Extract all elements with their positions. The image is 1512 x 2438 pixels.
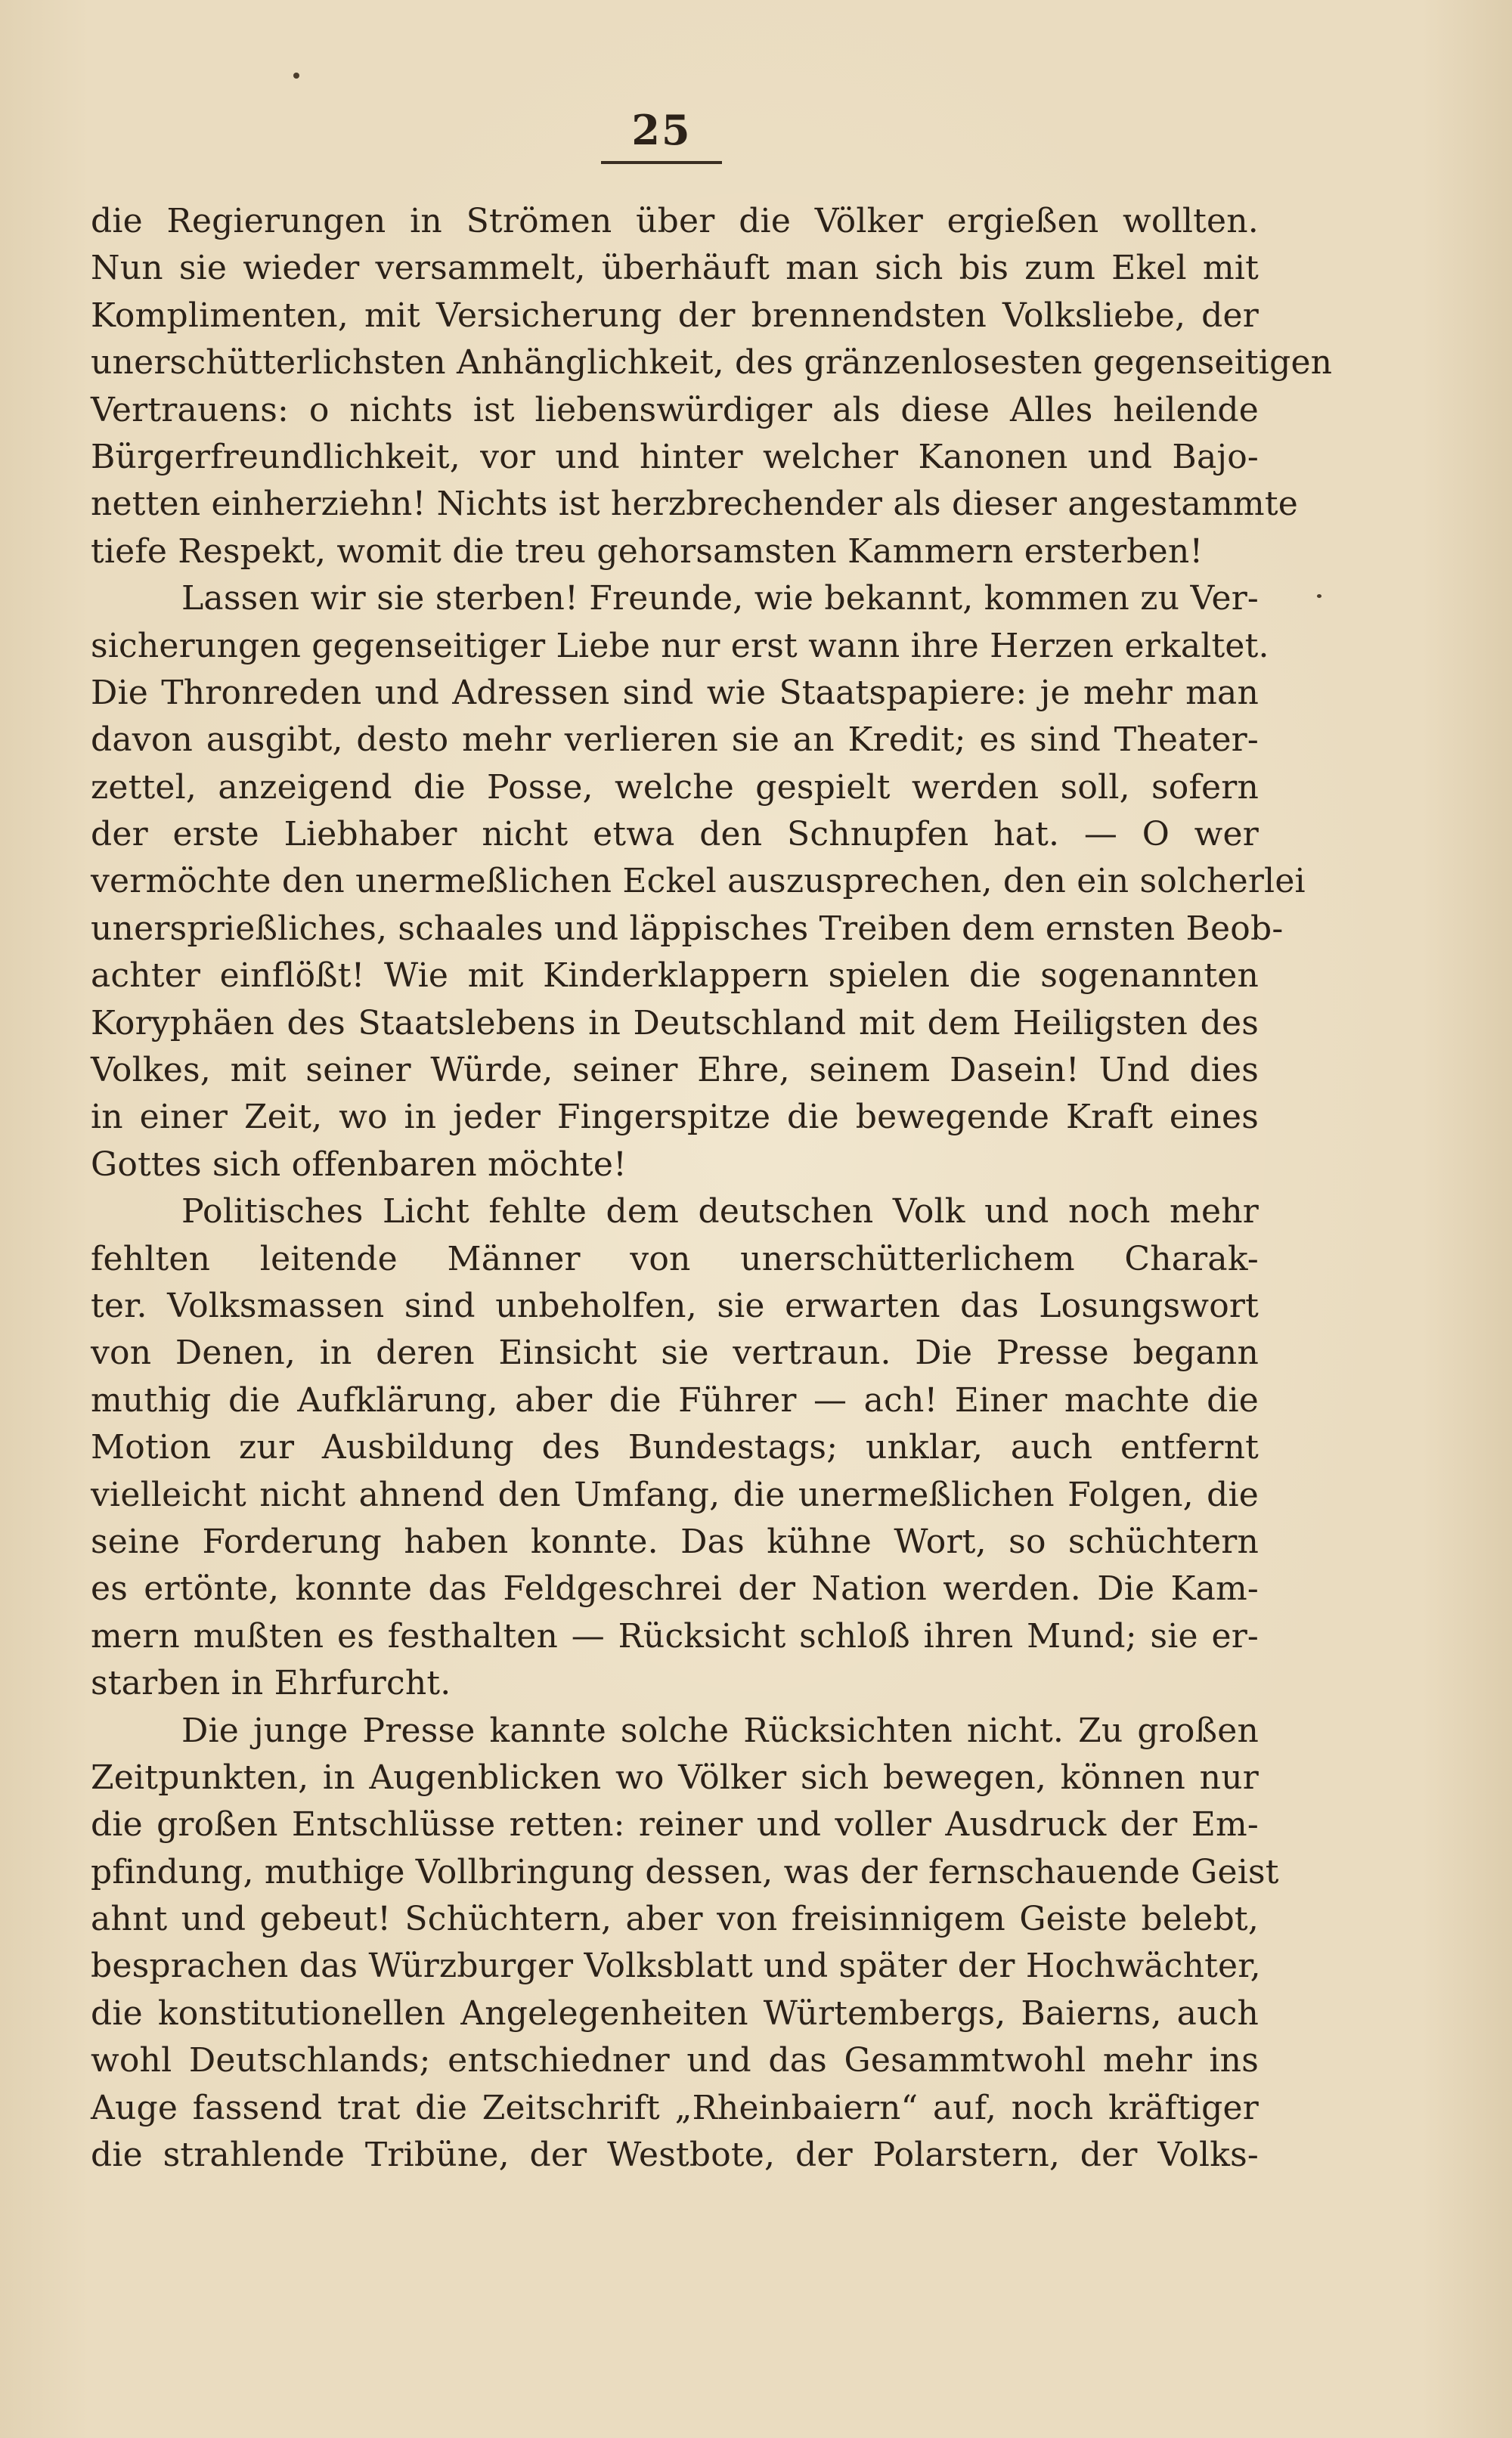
text-line: seine Forderung haben konnte. Das kühne Wort, so schüchtern	[91, 1522, 1259, 1561]
text-line: Nun sie wieder versammelt, überhäuft man sich bis zum Ekel mit	[91, 249, 1259, 288]
text-line: unersprießliches, schaales und läppisches Treiben dem ernsten Beob-	[91, 909, 1284, 948]
text-line: muthig die Aufklärung, aber die Führer — ach! Einer machte die	[91, 1380, 1259, 1420]
text-line: Die junge Presse kannte solche Rücksichten nicht. Zu großen	[181, 1711, 1259, 1750]
text-line: es ertönte, konnte das Feldgeschrei der Nation werden. Die Kam-	[91, 1569, 1259, 1609]
text-line: die strahlende Tribüne, der Westbote, der Polarstern, der Volks-	[91, 2136, 1259, 2175]
text-line: zettel, anzeigend die Posse, welche gespielt werden soll, sofern	[91, 767, 1259, 807]
body-text	[91, 198, 1333, 2179]
text-line: die Regierungen in Strömen über die Völker ergießen wollten.	[91, 202, 1259, 240]
text-line: der erste Liebhaber nicht etwa den Schnupfen hat. — O wer	[91, 815, 1259, 854]
text-line: Volkes, mit seiner Würde, seiner Ehre, seinem Dasein! Und dies	[91, 1051, 1259, 1090]
text-line: sicherungen gegenseitiger Liebe nur erst wann ihre Herzen erkaltet.	[91, 626, 1269, 665]
text-line: in einer Zeit, wo in jeder Fingerspitze die bewegende Kraft eines	[91, 1098, 1259, 1137]
ink-speck	[293, 73, 299, 79]
text-line: fehlten leitende Männer von unerschütterlichem Charak-	[91, 1239, 1259, 1278]
text-line: unerschütterlichsten Anhänglichkeit, des gränzenlosesten gegenseitigen	[91, 343, 1333, 383]
text-line: Lassen wir sie sterben! Freunde, wie bekannt, kommen zu Ver-	[181, 579, 1259, 618]
text-line: Die Thronreden und Adressen sind wie Staatspapiere: je mehr man	[91, 673, 1259, 712]
ink-speck	[1317, 594, 1321, 598]
text-line: vermöchte den unermeßlichen Eckel auszusprechen, den ein solcherlei	[91, 862, 1306, 901]
text-line: Vertrauens: o nichts ist liebenswürdiger als diese Alles heilende	[91, 390, 1259, 429]
text-line: Zeitpunkten, in Augenblicken wo Völker sich bewegen, können nur	[91, 1758, 1259, 1797]
text-line: die großen Entschlüsse retten: reiner und voller Ausdruck der Em-	[91, 1805, 1259, 1845]
text-line: besprachen das Würzburger Volksblatt und später der Hochwächter,	[91, 1947, 1261, 1986]
text-line: Politisches Licht fehlte dem deutschen Volk und noch mehr	[181, 1192, 1259, 1231]
text-line: ter. Volksmassen sind unbeholfen, sie erwarten das Losungswort	[91, 1286, 1259, 1325]
text-line: mern mußten es festhalten — Rücksicht schloß ihren Mund; sie er-	[91, 1616, 1259, 1656]
text-line: ahnt und gebeut! Schüchtern, aber von freisinnigem Geiste belebt,	[91, 1900, 1259, 1939]
text-line: Gottes sich offenbaren möchte!	[91, 1145, 627, 1184]
text-line: achter einflößt! Wie mit Kinderklappern spielen die sogenannten	[91, 956, 1259, 996]
text-line: wohl Deutschlands; entschiedner und das Gesammtwohl mehr ins	[91, 2041, 1259, 2080]
text-line: pfindung, muthige Vollbringung dessen, was der fernschauende Geist	[91, 1852, 1279, 1891]
text-line: von Denen, in deren Einsicht sie vertraun. Die Presse begann	[91, 1334, 1259, 1373]
text-line: Komplimenten, mit Versicherung der brennendsten Volksliebe, der	[91, 296, 1259, 335]
text-line: Bürgerfreundlichkeit, vor und hinter welcher Kanonen und Bajo-	[91, 437, 1259, 476]
text-line: starben in Ehrfurcht.	[91, 1664, 451, 1703]
text-line: Auge fassend trat die Zeitschrift „Rheinbaiern“ auf, noch kräftiger	[91, 2088, 1259, 2127]
text-line: Motion zur Ausbildung des Bundestags; unklar, auch entfernt	[91, 1428, 1259, 1467]
text-line: Koryphäen des Staatslebens in Deutschland mit dem Heiligsten des	[91, 1003, 1259, 1042]
text-line: vielleicht nicht ahnend den Umfang, die unermeßlichen Folgen, die	[91, 1475, 1259, 1514]
text-line: netten einherziehn! Nichts ist herzbrechender als dieser angestammte	[91, 485, 1298, 524]
page-number: 25	[631, 106, 692, 154]
text-line: davon ausgibt, desto mehr verlieren sie an Kredit; es sind Theater-	[91, 720, 1259, 760]
page-number-rule	[601, 161, 722, 164]
text-line: die konstitutionellen Angelegenheiten Würtembergs, Baierns, auch	[91, 1993, 1259, 2033]
text-line: tiefe Respekt, womit die treu gehorsamsten Kammern ersterben!	[91, 531, 1204, 571]
